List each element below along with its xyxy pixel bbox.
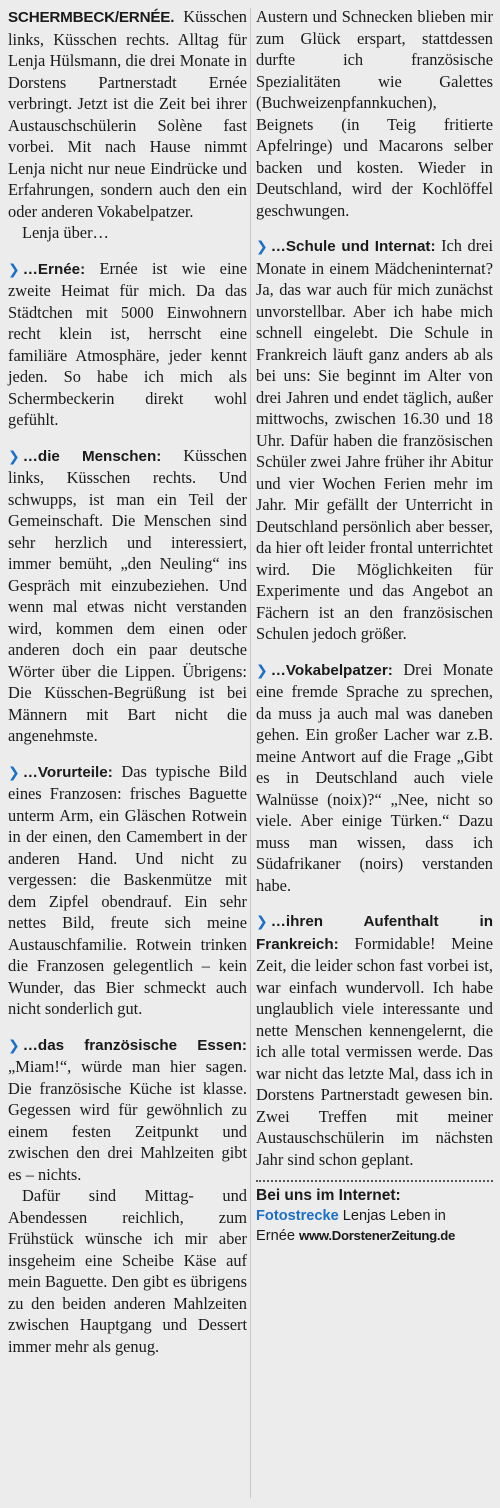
fotostrecke-description-end: Ernée	[256, 1228, 299, 1244]
section-text: Küsschen links, Küsschen rechts. Und schwupps, ist man ein Teil der Gemeinschaft. Die Menschen sind sehr herzlich und interessiert, immer bemüht, „den Neuling“ ins Gespräch mit einzubeziehen. Und wenn mal etwas nicht verstanden wird, kommen dem einen oder anderen doch ein paar deutsche Wörter über die Lippen. Übrigens: Die Küsschen-Begrüßung ist bei Männern mit Bart nicht die angenehmste.	[8, 445, 247, 745]
section-heading: …Ernée:	[22, 260, 86, 278]
chevron-right-icon: ❯	[256, 913, 268, 929]
section-text: Das typische Bild eines Franzosen: frisches Baguette unterm Arm, ein Gläschen Rotwein in der einen, den Camembert in der anderen Hand. Und nicht zu vergessen: die Baskenmütze mit dem Zipfel obendrauf. Ein sehr nettes Bild, freute sich meine Austauschfamilie. Rotwein trinken die Franzosen gelegentlich – kein Wunder, das Bier schmeckt auch nicht sonderlich gut.	[8, 761, 247, 1018]
website-url[interactable]: www.DorstenerZeitung.de	[299, 1228, 456, 1243]
section-heading: …das französische Essen:	[22, 1036, 247, 1054]
section-text: Formidable! Meine Zeit, die leider schon fast vorbei ist, war einfach wundervoll. Ich habe unglaublich viele interessante und nette Menschen kennengelernt, die ich alle total vermissen werde. Das war nicht das letzte Mal, dass ich in Dorstens Partnerstadt gewesen bin. Zwei Treffen mit meiner Austauschschülerin im nächsten Jahr sind schon geplant.	[256, 933, 493, 1169]
section-schule	[256, 235, 493, 645]
column-divider	[250, 8, 251, 1498]
section-heading: …ihren Aufenthalt in Frankreich:	[256, 913, 493, 953]
section-heading: …Schule und Internat:	[270, 238, 436, 255]
section-text: „Miam!“, würde man hier sagen. Die französische Küche ist klasse. Gegessen wird für gewöhnlich zu einem festen Zeitpunkt und zwischen den drei Mahlzeiten gibt es – nichts.	[8, 1057, 247, 1184]
chevron-right-icon: ❯	[256, 238, 268, 254]
section-text: Ich drei Monate in einem Mädcheninternat? Ja, das war auch für mich zunächst unvorstellbar. Aber ich habe mich schnell eingelebt. Die Schule in Frankreich läuft ganz anders ab als bei uns: Sie beginnt im Alter von drei Jahren und endet täglich, außer mittwochs, zwischen 16.30 und 18 Uhr. Dafür haben die französischen Schüler zwei Jahre früher ihr Abitur und vier Wochen Ferien mehr im Jahr. Mir gefällt der Unterricht in Deutschland persönlich aber besser, da hier oft leider frontal unterrichtet wird. Die Möglichkeiten für Experimente und das Angebot an Fächern ist an den französischen Schulen jedoch größer.	[256, 236, 493, 643]
section-vokabelpatzer	[256, 659, 493, 897]
chevron-right-icon: ❯	[256, 661, 268, 678]
section-essen-continuation: Dafür sind Mittag- und Abendessen reichlich, zum Frühstück wünsche ich mir aber insgeheim eine Scheibe Käse auf mein Baguette. Den gibt es übrigens zu den beiden anderen Mahlzeiten zwischen Hauptgang und Dessert immer mehr als genug.	[8, 1186, 247, 1356]
internet-box-line-2	[256, 1226, 493, 1246]
section-text: Ernée ist wie eine zweite Heimat für mich. Da das Städtchen mit 5000 Einwohnern recht klein ist, herrscht eine familiäre Atmosphäre, jeder kennt jeden. So habe ich mich als Schermbeckerin direkt wohl gefühlt.	[8, 258, 247, 429]
chevron-right-icon: ❯	[8, 260, 20, 277]
intro-line: Lenja über…	[22, 223, 109, 242]
article-column-left	[8, 6, 247, 1357]
internet-box	[256, 1186, 493, 1246]
chevron-right-icon: ❯	[8, 447, 20, 464]
section-menschen	[8, 445, 247, 747]
section-heading: …Vokabelpatzer:	[270, 661, 393, 679]
section-aufenthalt	[256, 910, 493, 1170]
section-essen	[8, 1034, 247, 1186]
fotostrecke-link[interactable]: Fotostrecke	[256, 1208, 339, 1224]
dateline: SCHERMBECK/ERNÉE.	[8, 9, 175, 26]
section-heading: …die Menschen:	[22, 447, 162, 465]
footer-divider	[256, 1180, 493, 1182]
internet-box-line-1	[256, 1206, 493, 1226]
fotostrecke-description: Lenjas Leben in	[342, 1208, 446, 1224]
article-column-right	[256, 6, 493, 1246]
section-text: Drei Monate eine fremde Sprache zu sprechen, da muss ja auch mal was daneben gehen. Ein großer Lacher war z.B. meine Antwort auf die Frage „Gibt es in Deutschland auch viele Walnüsse (noix)?“ „Nee, nicht so viele. Aber einige Türken.“ Dazu muss man wissen, dass ich Südafrikaner (noirs) verstanden habe.	[256, 659, 493, 895]
section-ernee	[8, 258, 247, 431]
internet-box-title: Bei uns im Internet:	[256, 1187, 401, 1204]
lead-text: Küsschen links, Küsschen rechts. Alltag für Lenja Hülsmann, die drei Monate in Dorstens Partnerstadt Ernée verbringt. Jetzt ist die Zeit bei ihrer Austauschschülerin Solène fast vorbei. Mit nach Hause nimmt Lenja nicht nur neue Eindrücke und Erfahrungen, sondern auch den ein oder anderen Vokabelpatzer.	[8, 7, 247, 221]
chevron-right-icon: ❯	[8, 1036, 20, 1053]
section-heading: …Vorurteile:	[22, 763, 113, 781]
section-vorurteile	[8, 761, 247, 1020]
chevron-right-icon: ❯	[8, 763, 20, 780]
lead-paragraph	[8, 6, 247, 222]
section-essen-continued: Austern und Schnecken blieben mir zum Glück erspart, stattdessen durfte ich französische Spezialitäten wie Galettes (Buchweizenpfannkuchen), Beignets (in Teig fritierte Apfelringe) und Macarons selber backen und kosten. Wieder in Deutschland, wird der Kochlöffel geschwungen.	[256, 7, 493, 220]
